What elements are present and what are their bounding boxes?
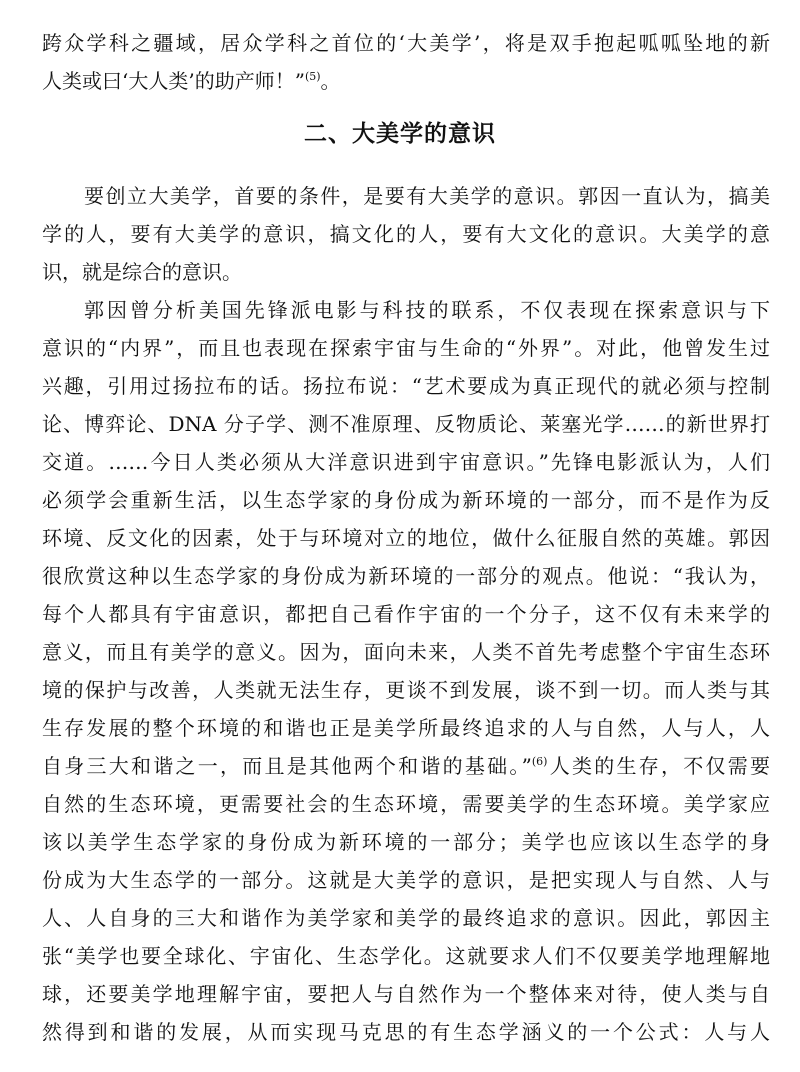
text-line: 环境、反文化的因素，处于与环境对立的地位，做什么征服自然的英雄。郭因 (42, 526, 770, 550)
text-fragment: 人类的生存，不仅需要 (547, 754, 770, 778)
text-line: 境的保护与改善，人类就无法生存，更谈不到发展，谈不到一切。而人类与其 (42, 678, 770, 702)
text-fragment: 。 (320, 69, 341, 93)
text-line: 意识的“内界”，而且也表现在探索宇宙与生命的“外界”。对此，他曾发生过 (42, 336, 770, 360)
text-line: 球，还要美学地理解宇宙，要把人与自然作为一个整体来对待，使人类与自 (42, 982, 770, 1006)
footnote-ref: (5) (304, 70, 321, 83)
text-fragment: 自身三大和谐之一，而且是其他两个和谐的基础。” (42, 754, 532, 778)
text-line: 很欣赏这种以生态学家的身份成为新环境的一部分的观点。他说：“我认为， (42, 564, 770, 588)
text-line: 跨众学科之疆域，居众学科之首位的‘大美学’，将是双手抱起呱呱坠地的新 (42, 31, 770, 55)
text-line (42, 747, 770, 785)
text-line: 份成为大生态学的一部分。这就是大美学的意识，是把实现人与自然、人与 (42, 868, 770, 892)
text-line: 郭因曾分析美国先锋派电影与科技的联系，不仅表现在探索意识与下 (84, 298, 770, 322)
text-line: 交道。……今日人类必须从大洋意识进到宇宙意识。”先锋电影派认为，人们 (42, 450, 770, 474)
text-line: 生存发展的整个环境的和谐也正是美学所最终追求的人与自然，人与人，人 (42, 716, 770, 740)
text-line: 张“美学也要全球化、宇宙化、生态学化。这就要求人们不仅要美学地理解地 (42, 944, 770, 968)
text-line: 然得到和谐的发展，从而实现马克思的有生态学涵义的一个公式：人与人 (42, 1020, 770, 1044)
text-line (42, 62, 770, 100)
text-line: 学的人，要有大美学的意识，搞文化的人，要有大文化的意识。大美学的意 (42, 222, 770, 246)
text-line: 自然的生态环境，更需要社会的生态环境，需要美学的生态环境。美学家应 (42, 792, 770, 816)
text-line: 意义，而且有美学的意义。因为，面向未来，人类不首先考虑整个宇宙生态环 (42, 640, 770, 664)
text-line: 该以美学生态学家的身份成为新环境的一部分；美学也应该以生态学的身 (42, 830, 770, 854)
text-line: 论、博弈论、DNA 分子学、测不准原理、反物质论、莱塞光学……的新世界打 (42, 412, 770, 436)
text-fragment: 人类或曰‘大人类’的助产师！” (42, 69, 305, 93)
text-line: 兴趣，引用过扬拉布的话。扬拉布说：“艺术要成为真正现代的就必须与控制 (42, 374, 770, 398)
text-line: 每个人都具有宇宙意识，都把自己看作宇宙的一个分子，这不仅有未来学的 (42, 602, 770, 626)
text-line: 识，就是综合的意识。 (42, 260, 242, 284)
text-line: 必须学会重新生活，以生态学家的身份成为新环境的一部分，而不是作为反 (42, 488, 770, 512)
text-line: 人、人自身的三大和谐作为美学家和美学的最终追求的意识。因此，郭因主 (42, 906, 770, 930)
footnote-ref: (6) (531, 755, 548, 768)
section-heading: 二、大美学的意识 (304, 121, 496, 147)
text-line: 要创立大美学，首要的条件，是要有大美学的意识。郭因一直认为，搞美 (84, 184, 770, 208)
